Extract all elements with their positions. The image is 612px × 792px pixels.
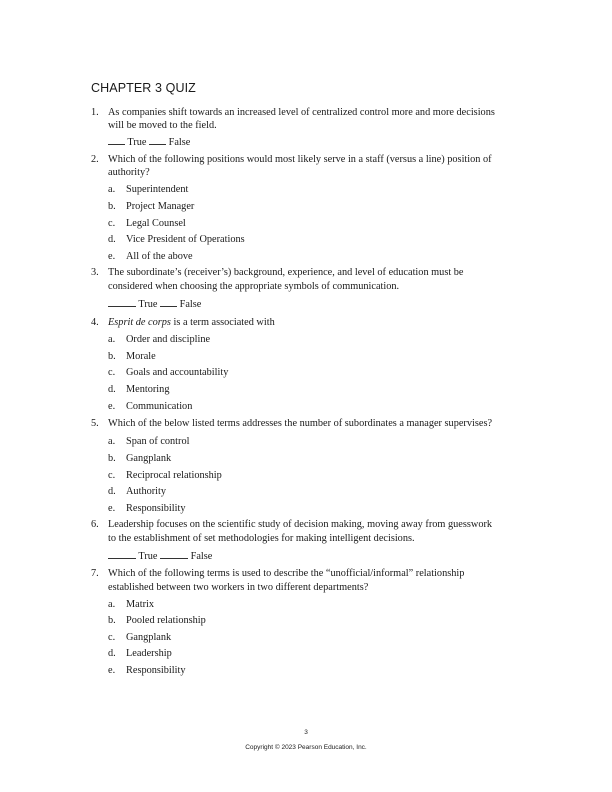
option-letter: e.: [108, 665, 116, 676]
option-text: Responsibility: [126, 665, 186, 676]
option-letter: a.: [108, 599, 116, 610]
page-title: CHAPTER 3 QUIZ: [91, 81, 196, 95]
option-letter: d.: [108, 648, 116, 659]
question-text: Which of the following positions would most likely serve in a staff (versus a line) position of: [108, 154, 492, 165]
option-text: Reciprocal relationship: [126, 470, 222, 481]
option-text: Vice President of Operations: [126, 234, 245, 245]
option-letter: e.: [108, 251, 116, 262]
true-label: True: [138, 299, 158, 310]
option-text: Span of control: [126, 436, 190, 447]
question-number: 5.: [91, 418, 99, 429]
page-number: 3: [304, 729, 308, 736]
option-letter: a.: [108, 334, 116, 345]
option-letter: c.: [108, 367, 116, 378]
true-label: True: [138, 551, 158, 562]
answer-blank[interactable]: [149, 135, 166, 145]
true-false-answer: [108, 549, 212, 563]
question-text: authority?: [108, 167, 150, 178]
option-text: Gangplank: [126, 453, 172, 464]
option-letter: c.: [108, 632, 116, 643]
option-letter: b.: [108, 615, 116, 626]
true-false-answer: [108, 135, 190, 149]
option-text: Communication: [126, 401, 193, 412]
option-text: Legal Counsel: [126, 218, 186, 229]
question-text: [108, 316, 275, 329]
question-text: established between two workers in two different departments?: [108, 582, 369, 593]
question-number: 7.: [91, 568, 99, 579]
question-number: 3.: [91, 267, 99, 278]
true-false-answer: [108, 297, 201, 311]
question-number: 4.: [91, 317, 99, 328]
question-text-rest: is a term associated with: [170, 317, 275, 328]
answer-blank[interactable]: [108, 297, 136, 307]
option-letter: e.: [108, 401, 116, 412]
option-letter: b.: [108, 453, 116, 464]
option-text: Gangplank: [126, 632, 172, 643]
option-text: Matrix: [126, 599, 155, 610]
false-label: False: [190, 551, 213, 562]
true-label: True: [127, 137, 147, 148]
option-letter: d.: [108, 486, 116, 497]
option-letter: b.: [108, 201, 116, 212]
question-text: will be moved to the field.: [108, 120, 217, 131]
question-text: Leadership focuses on the scientific study of decision making, moving away from guesswork: [108, 519, 493, 530]
question-text: considered when choosing the appropriate symbols of communication.: [108, 281, 400, 292]
option-text: Project Manager: [126, 201, 195, 212]
answer-blank[interactable]: [160, 549, 188, 559]
answer-blank[interactable]: [108, 549, 136, 559]
option-text: Morale: [126, 351, 156, 362]
false-label: False: [168, 137, 191, 148]
option-text: Order and discipline: [126, 334, 211, 345]
answer-blank[interactable]: [160, 297, 177, 307]
option-letter: c.: [108, 470, 116, 481]
option-text: Goals and accountability: [126, 367, 229, 378]
option-text: Mentoring: [126, 384, 170, 395]
option-letter: b.: [108, 351, 116, 362]
question-text: Which of the below listed terms addresses the number of subordinates a manager supervises?: [108, 418, 493, 429]
answer-blank[interactable]: [108, 135, 125, 145]
option-text: Authority: [126, 486, 167, 497]
question-text: to the establishment of set methodologies for making intelligent decisions.: [108, 533, 415, 544]
question-text: Which of the following terms is used to describe the “unofficial/informal” relationship: [108, 568, 465, 579]
option-letter: e.: [108, 503, 116, 514]
copyright-notice: Copyright © 2023 Pearson Education, Inc.: [245, 744, 367, 751]
option-letter: d.: [108, 384, 116, 395]
question-text: The subordinate’s (receiver’s) background, experience, and level of education must be: [108, 267, 464, 278]
option-text: Leadership: [126, 648, 172, 659]
option-letter: a.: [108, 184, 116, 195]
question-number: 2.: [91, 154, 99, 165]
false-label: False: [179, 299, 202, 310]
option-letter: d.: [108, 234, 116, 245]
question-number: 6.: [91, 519, 99, 530]
option-text: Pooled relationship: [126, 615, 206, 626]
option-text: All of the above: [126, 251, 193, 262]
option-letter: c.: [108, 218, 116, 229]
option-text: Responsibility: [126, 503, 186, 514]
italic-term: Esprit de corps: [108, 317, 171, 328]
option-letter: a.: [108, 436, 116, 447]
option-text: Superintendent: [126, 184, 189, 195]
question-text: As companies shift towards an increased level of centralized control more and more decisions: [108, 107, 495, 118]
question-number: 1.: [91, 107, 99, 118]
